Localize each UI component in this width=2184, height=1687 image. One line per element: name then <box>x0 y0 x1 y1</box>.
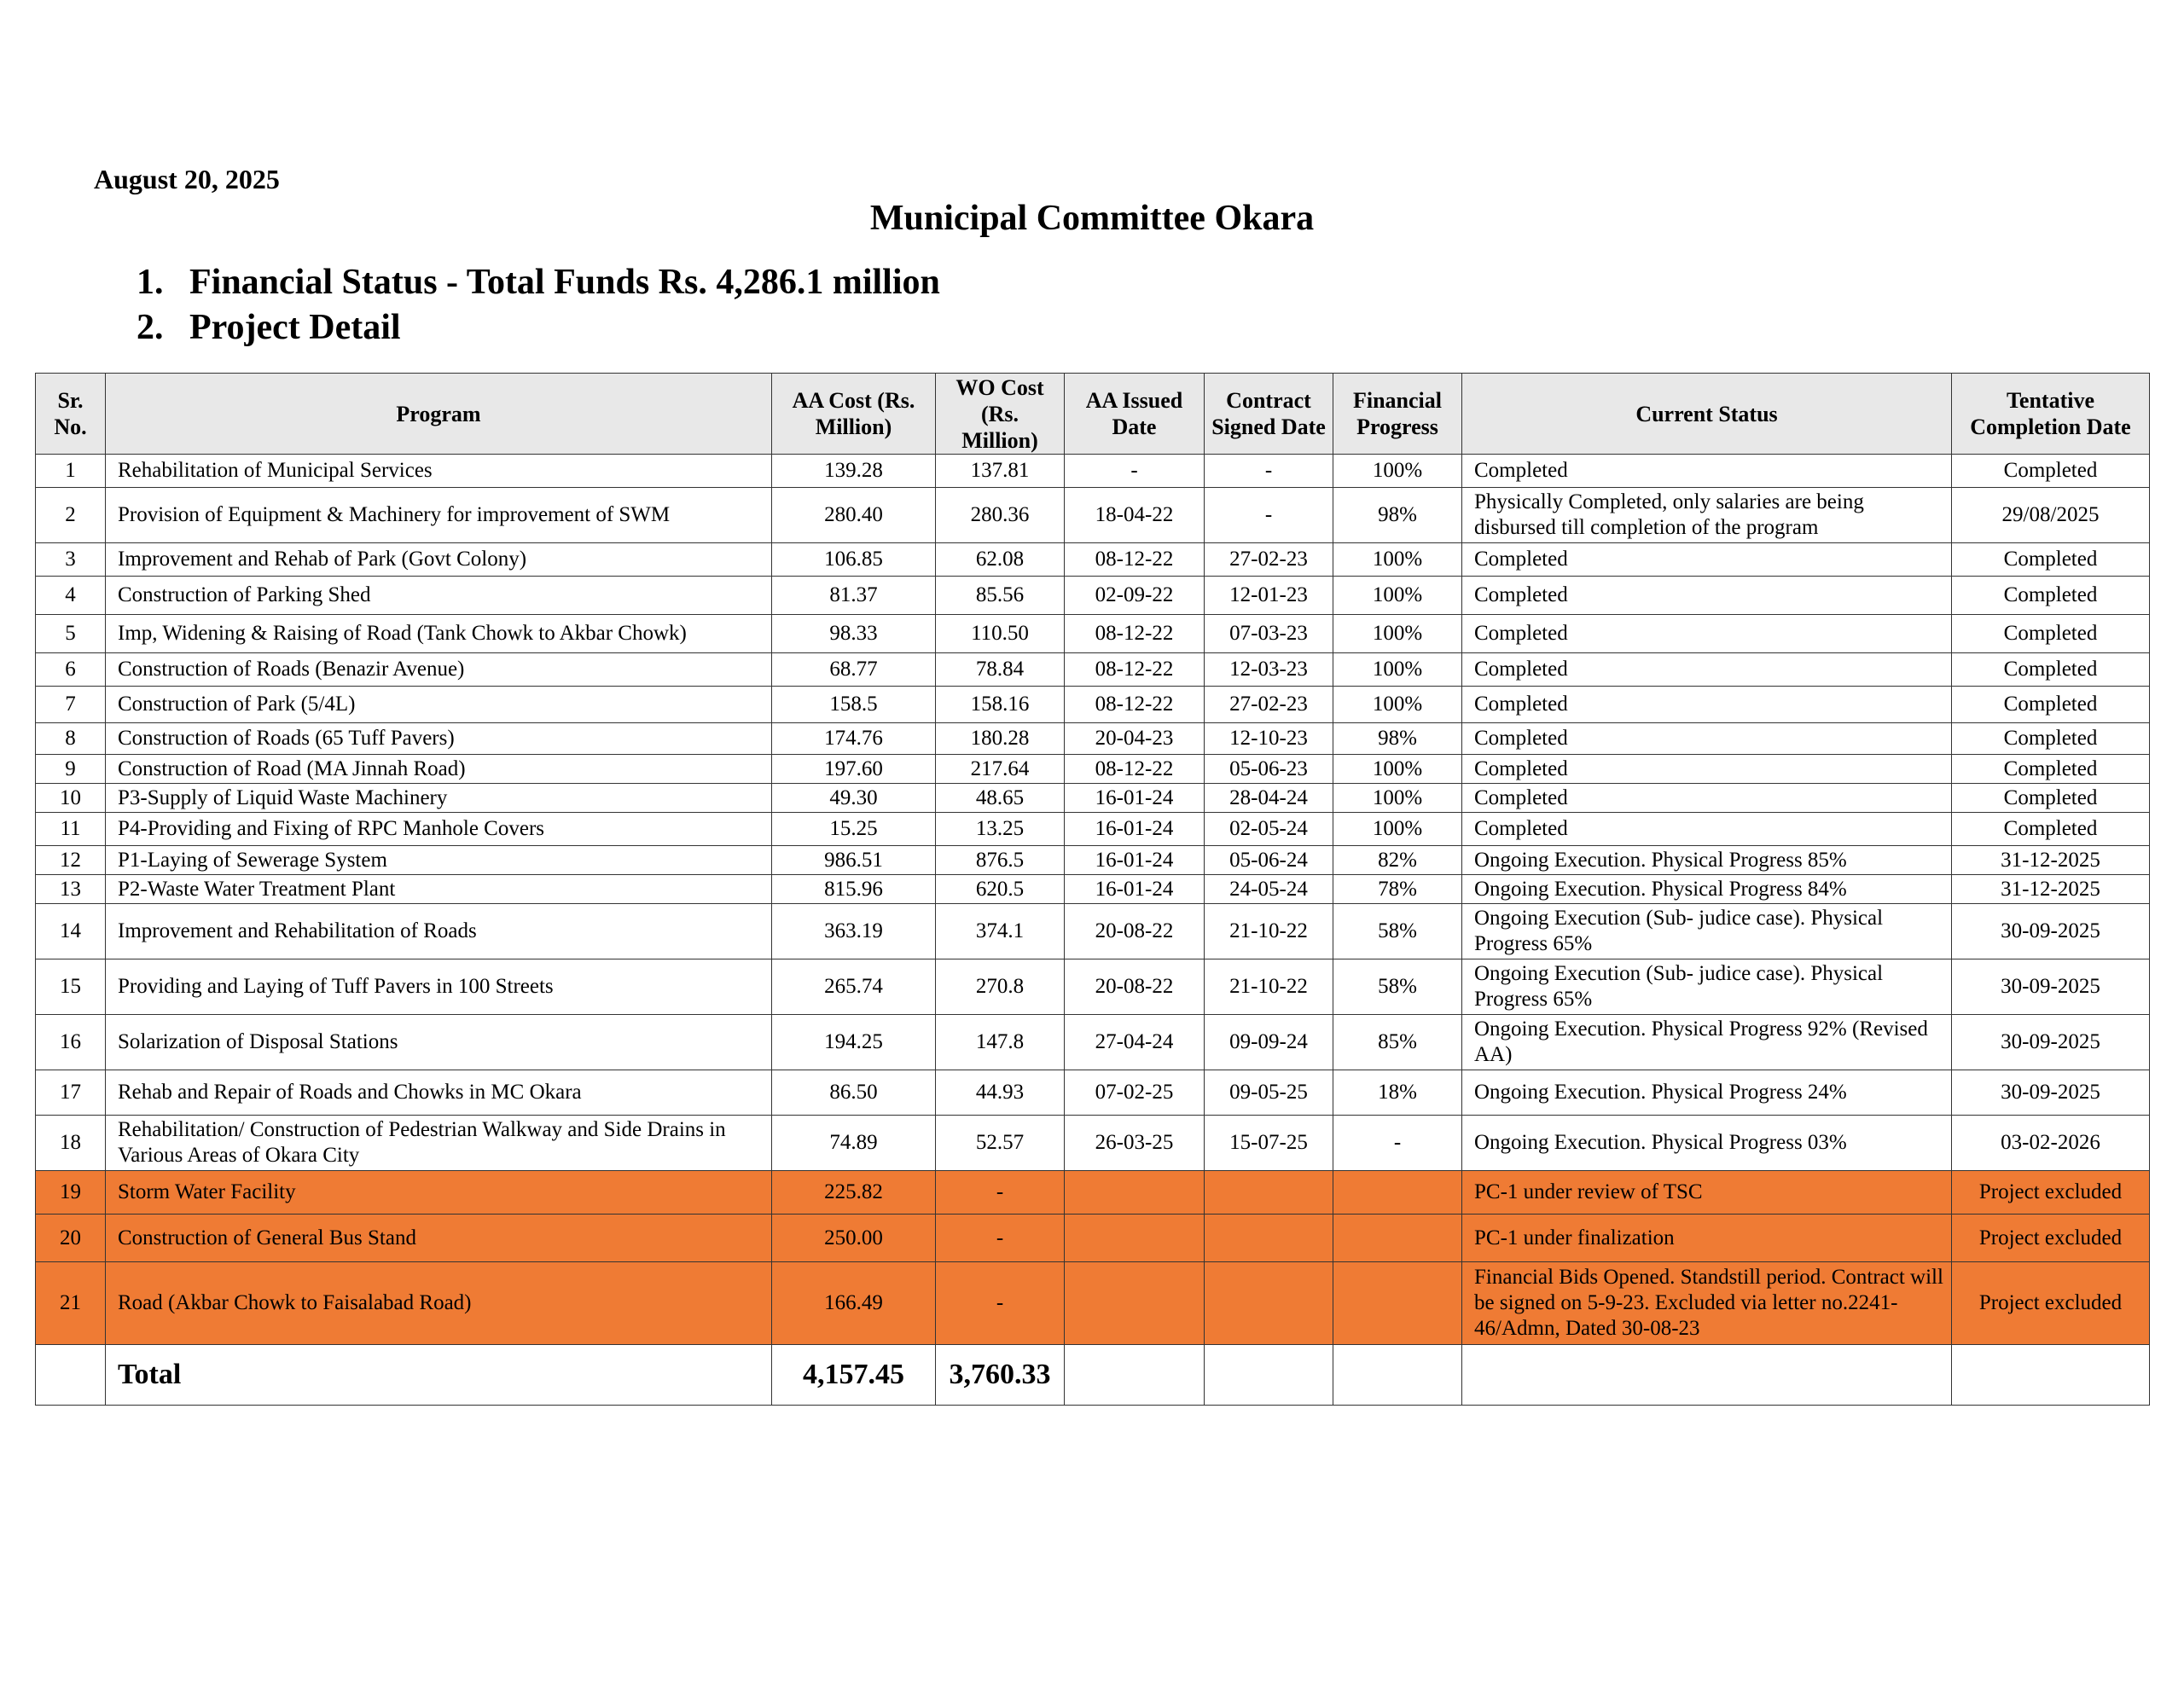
cell-wo-cost: - <box>936 1262 1065 1345</box>
cell-current-status: Completed <box>1462 455 1952 488</box>
cell-sr-no: 2 <box>36 488 106 543</box>
cell-current-status: Ongoing Execution (Sub- judice case). Physical Progress 65% <box>1462 904 1952 959</box>
total-label: Total <box>106 1345 772 1406</box>
cell-contract-signed-date: 24-05-24 <box>1205 875 1333 904</box>
table-row <box>36 653 2150 687</box>
cell-sr-no: 15 <box>36 959 106 1015</box>
header-aa-issued-date: AA Issued Date <box>1065 374 1205 455</box>
cell-wo-cost: 270.8 <box>936 959 1065 1015</box>
table-row <box>36 846 2150 875</box>
cell-program: Construction of Road (MA Jinnah Road) <box>106 755 772 784</box>
total-empty-cell <box>1462 1345 1952 1406</box>
cell-contract-signed-date: 05-06-23 <box>1205 755 1333 784</box>
total-empty-cell <box>36 1345 106 1406</box>
heading-financial-status <box>136 260 940 305</box>
heading-number: 2. <box>136 308 164 347</box>
cell-contract-signed-date: 12-10-23 <box>1205 723 1333 755</box>
cell-sr-no: 7 <box>36 687 106 723</box>
table-row <box>36 723 2150 755</box>
cell-current-status: Completed <box>1462 653 1952 687</box>
cell-contract-signed-date: 02-05-24 <box>1205 813 1333 846</box>
cell-aa-cost: 98.33 <box>772 615 936 653</box>
cell-aa-cost: 280.40 <box>772 488 936 543</box>
cell-aa-issued-date: 20-08-22 <box>1065 959 1205 1015</box>
cell-financial-progress <box>1333 1171 1462 1215</box>
cell-aa-issued-date: - <box>1065 455 1205 488</box>
cell-wo-cost: 78.84 <box>936 653 1065 687</box>
section-headings <box>136 260 940 351</box>
total-empty-cell <box>1205 1345 1333 1406</box>
cell-sr-no: 1 <box>36 455 106 488</box>
cell-wo-cost: 158.16 <box>936 687 1065 723</box>
table-row <box>36 959 2150 1015</box>
cell-contract-signed-date: 21-10-22 <box>1205 904 1333 959</box>
cell-contract-signed-date: - <box>1205 455 1333 488</box>
document-date: August 20, 2025 <box>94 164 280 194</box>
table-row <box>36 904 2150 959</box>
cell-completion-date: Completed <box>1952 615 2150 653</box>
cell-financial-progress <box>1333 1262 1462 1345</box>
cell-aa-cost: 158.5 <box>772 687 936 723</box>
cell-aa-cost: 81.37 <box>772 577 936 615</box>
cell-completion-date: Project excluded <box>1952 1262 2150 1345</box>
cell-sr-no: 12 <box>36 846 106 875</box>
cell-aa-cost: 265.74 <box>772 959 936 1015</box>
cell-contract-signed-date: 12-01-23 <box>1205 577 1333 615</box>
cell-aa-cost: 74.89 <box>772 1116 936 1171</box>
cell-completion-date: 29/08/2025 <box>1952 488 2150 543</box>
total-empty-cell <box>1952 1345 2150 1406</box>
cell-completion-date: 31-12-2025 <box>1952 846 2150 875</box>
cell-financial-progress: 98% <box>1333 488 1462 543</box>
cell-completion-date: 31-12-2025 <box>1952 875 2150 904</box>
cell-aa-issued-date: 16-01-24 <box>1065 846 1205 875</box>
cell-aa-cost: 194.25 <box>772 1015 936 1070</box>
cell-aa-cost: 174.76 <box>772 723 936 755</box>
cell-completion-date: Completed <box>1952 577 2150 615</box>
cell-financial-progress: 100% <box>1333 615 1462 653</box>
cell-aa-issued-date: 16-01-24 <box>1065 784 1205 813</box>
cell-contract-signed-date: 27-02-23 <box>1205 543 1333 577</box>
cell-contract-signed-date: - <box>1205 488 1333 543</box>
cell-aa-issued-date: 08-12-22 <box>1065 615 1205 653</box>
cell-financial-progress: 85% <box>1333 1015 1462 1070</box>
cell-contract-signed-date: 09-05-25 <box>1205 1070 1333 1116</box>
heading-text: Financial Status - Total Funds Rs. 4,286.1 million <box>189 263 940 302</box>
cell-program: Rehabilitation of Municipal Services <box>106 455 772 488</box>
table-row <box>36 1015 2150 1070</box>
header-sr-no: Sr. No. <box>36 374 106 455</box>
total-empty-cell <box>1333 1345 1462 1406</box>
cell-program: Imp, Widening & Raising of Road (Tank Chowk to Akbar Chowk) <box>106 615 772 653</box>
cell-wo-cost: 147.8 <box>936 1015 1065 1070</box>
cell-current-status: Completed <box>1462 577 1952 615</box>
cell-completion-date: Completed <box>1952 653 2150 687</box>
table-row <box>36 1116 2150 1171</box>
cell-wo-cost: 374.1 <box>936 904 1065 959</box>
table-row <box>36 1215 2150 1262</box>
cell-financial-progress: 98% <box>1333 723 1462 755</box>
cell-wo-cost: 44.93 <box>936 1070 1065 1116</box>
table-row <box>36 1262 2150 1345</box>
cell-aa-cost: 15.25 <box>772 813 936 846</box>
cell-aa-issued-date: 20-04-23 <box>1065 723 1205 755</box>
cell-completion-date: 30-09-2025 <box>1952 1015 2150 1070</box>
cell-sr-no: 9 <box>36 755 106 784</box>
cell-program: Construction of Park (5/4L) <box>106 687 772 723</box>
cell-program: Solarization of Disposal Stations <box>106 1015 772 1070</box>
cell-financial-progress: 100% <box>1333 813 1462 846</box>
cell-completion-date: 03-02-2026 <box>1952 1116 2150 1171</box>
cell-current-status: Ongoing Execution. Physical Progress 03% <box>1462 1116 1952 1171</box>
cell-financial-progress: 18% <box>1333 1070 1462 1116</box>
cell-completion-date: 30-09-2025 <box>1952 959 2150 1015</box>
cell-aa-issued-date: 16-01-24 <box>1065 813 1205 846</box>
cell-completion-date: Completed <box>1952 455 2150 488</box>
table-row <box>36 455 2150 488</box>
cell-aa-cost: 225.82 <box>772 1171 936 1215</box>
cell-financial-progress: 100% <box>1333 543 1462 577</box>
table-row <box>36 784 2150 813</box>
cell-contract-signed-date: 27-02-23 <box>1205 687 1333 723</box>
header-aa-cost: AA Cost (Rs. Million) <box>772 374 936 455</box>
header-wo-cost: WO Cost (Rs. Million) <box>936 374 1065 455</box>
cell-program: Road (Akbar Chowk to Faisalabad Road) <box>106 1262 772 1345</box>
cell-aa-cost: 86.50 <box>772 1070 936 1116</box>
table-row <box>36 687 2150 723</box>
cell-aa-issued-date: 08-12-22 <box>1065 755 1205 784</box>
cell-current-status: Completed <box>1462 784 1952 813</box>
cell-program: Rehabilitation/ Construction of Pedestrian Walkway and Side Drains in Various Areas of Okara City <box>106 1116 772 1171</box>
cell-sr-no: 8 <box>36 723 106 755</box>
cell-program: P3-Supply of Liquid Waste Machinery <box>106 784 772 813</box>
cell-program: Construction of Roads (65 Tuff Pavers) <box>106 723 772 755</box>
cell-current-status: Ongoing Execution. Physical Progress 24% <box>1462 1070 1952 1116</box>
cell-contract-signed-date <box>1205 1171 1333 1215</box>
cell-sr-no: 18 <box>36 1116 106 1171</box>
total-empty-cell <box>1065 1345 1205 1406</box>
cell-financial-progress: 58% <box>1333 904 1462 959</box>
cell-completion-date: 30-09-2025 <box>1952 1070 2150 1116</box>
cell-aa-cost: 986.51 <box>772 846 936 875</box>
organization-title: Municipal Committee Okara <box>869 199 1315 238</box>
cell-current-status: Completed <box>1462 687 1952 723</box>
table-row <box>36 543 2150 577</box>
cell-contract-signed-date <box>1205 1215 1333 1262</box>
cell-aa-cost: 68.77 <box>772 653 936 687</box>
cell-aa-cost: 49.30 <box>772 784 936 813</box>
cell-aa-cost: 250.00 <box>772 1215 936 1262</box>
cell-aa-issued-date: 27-04-24 <box>1065 1015 1205 1070</box>
cell-current-status: Physically Completed, only salaries are being disbursed till completion of the program <box>1462 488 1952 543</box>
cell-current-status: Completed <box>1462 615 1952 653</box>
table-row <box>36 577 2150 615</box>
cell-sr-no: 10 <box>36 784 106 813</box>
cell-current-status: Completed <box>1462 813 1952 846</box>
header-financial-progress: Financial Progress <box>1333 374 1462 455</box>
cell-current-status: Ongoing Execution. Physical Progress 92% (Revised AA) <box>1462 1015 1952 1070</box>
cell-completion-date: Completed <box>1952 687 2150 723</box>
cell-wo-cost: 180.28 <box>936 723 1065 755</box>
cell-sr-no: 4 <box>36 577 106 615</box>
cell-aa-issued-date: 16-01-24 <box>1065 875 1205 904</box>
cell-current-status: Completed <box>1462 543 1952 577</box>
table-row <box>36 1070 2150 1116</box>
cell-sr-no: 19 <box>36 1171 106 1215</box>
cell-financial-progress: 78% <box>1333 875 1462 904</box>
cell-aa-cost: 106.85 <box>772 543 936 577</box>
table-row <box>36 615 2150 653</box>
heading-project-detail <box>136 305 940 351</box>
cell-sr-no: 13 <box>36 875 106 904</box>
cell-wo-cost: 620.5 <box>936 875 1065 904</box>
cell-wo-cost: 62.08 <box>936 543 1065 577</box>
cell-aa-issued-date: 08-12-22 <box>1065 687 1205 723</box>
header-contract-signed-date: Contract Signed Date <box>1205 374 1333 455</box>
cell-sr-no: 5 <box>36 615 106 653</box>
cell-aa-cost: 197.60 <box>772 755 936 784</box>
cell-aa-cost: 363.19 <box>772 904 936 959</box>
cell-financial-progress: - <box>1333 1116 1462 1171</box>
cell-program: P1-Laying of Sewerage System <box>106 846 772 875</box>
cell-aa-issued-date: 08-12-22 <box>1065 653 1205 687</box>
cell-contract-signed-date: 12-03-23 <box>1205 653 1333 687</box>
cell-financial-progress: 100% <box>1333 687 1462 723</box>
heading-number: 1. <box>136 263 164 302</box>
cell-wo-cost: 13.25 <box>936 813 1065 846</box>
cell-completion-date: Completed <box>1952 543 2150 577</box>
cell-contract-signed-date: 05-06-24 <box>1205 846 1333 875</box>
cell-current-status: Ongoing Execution (Sub- judice case). Physical Progress 65% <box>1462 959 1952 1015</box>
cell-program: Construction of Parking Shed <box>106 577 772 615</box>
total-row <box>36 1345 2150 1406</box>
cell-program: P4-Providing and Fixing of RPC Manhole Covers <box>106 813 772 846</box>
cell-sr-no: 17 <box>36 1070 106 1116</box>
cell-program: Storm Water Facility <box>106 1171 772 1215</box>
cell-program: Construction of General Bus Stand <box>106 1215 772 1262</box>
cell-wo-cost: - <box>936 1171 1065 1215</box>
cell-completion-date: Completed <box>1952 813 2150 846</box>
cell-contract-signed-date: 15-07-25 <box>1205 1116 1333 1171</box>
cell-financial-progress: 82% <box>1333 846 1462 875</box>
cell-completion-date: Completed <box>1952 755 2150 784</box>
cell-aa-issued-date: 07-02-25 <box>1065 1070 1205 1116</box>
cell-contract-signed-date: 28-04-24 <box>1205 784 1333 813</box>
cell-aa-cost: 815.96 <box>772 875 936 904</box>
cell-wo-cost: 280.36 <box>936 488 1065 543</box>
cell-current-status: Financial Bids Opened. Standstill period. Contract will be signed on 5-9-23. Excluded via letter no.2241-46/Admn, Dated 30-08-23 <box>1462 1262 1952 1345</box>
cell-sr-no: 16 <box>36 1015 106 1070</box>
cell-program: Provision of Equipment & Machinery for improvement of SWM <box>106 488 772 543</box>
cell-sr-no: 6 <box>36 653 106 687</box>
cell-aa-issued-date: 26-03-25 <box>1065 1116 1205 1171</box>
cell-current-status: Completed <box>1462 755 1952 784</box>
cell-program: Providing and Laying of Tuff Pavers in 100 Streets <box>106 959 772 1015</box>
cell-financial-progress: 100% <box>1333 653 1462 687</box>
cell-wo-cost: 85.56 <box>936 577 1065 615</box>
cell-aa-issued-date <box>1065 1215 1205 1262</box>
table-row <box>36 1171 2150 1215</box>
cell-contract-signed-date: 21-10-22 <box>1205 959 1333 1015</box>
cell-financial-progress <box>1333 1215 1462 1262</box>
cell-wo-cost: 137.81 <box>936 455 1065 488</box>
header-program: Program <box>106 374 772 455</box>
cell-sr-no: 14 <box>36 904 106 959</box>
table-row <box>36 488 2150 543</box>
table-row <box>36 755 2150 784</box>
cell-aa-cost: 139.28 <box>772 455 936 488</box>
cell-current-status: Ongoing Execution. Physical Progress 84% <box>1462 875 1952 904</box>
header-completion-date: Tentative Completion Date <box>1952 374 2150 455</box>
cell-wo-cost: - <box>936 1215 1065 1262</box>
cell-completion-date: 30-09-2025 <box>1952 904 2150 959</box>
cell-program: Rehab and Repair of Roads and Chowks in MC Okara <box>106 1070 772 1116</box>
heading-text: Project Detail <box>189 308 401 347</box>
cell-aa-cost: 166.49 <box>772 1262 936 1345</box>
cell-financial-progress: 100% <box>1333 455 1462 488</box>
cell-wo-cost: 217.64 <box>936 755 1065 784</box>
table-header-row <box>36 374 2150 455</box>
cell-current-status: PC-1 under review of TSC <box>1462 1171 1952 1215</box>
cell-sr-no: 21 <box>36 1262 106 1345</box>
cell-current-status: Completed <box>1462 723 1952 755</box>
cell-sr-no: 20 <box>36 1215 106 1262</box>
table-row <box>36 813 2150 846</box>
cell-completion-date: Project excluded <box>1952 1171 2150 1215</box>
cell-financial-progress: 58% <box>1333 959 1462 1015</box>
cell-sr-no: 11 <box>36 813 106 846</box>
cell-sr-no: 3 <box>36 543 106 577</box>
cell-program: Improvement and Rehab of Park (Govt Colony) <box>106 543 772 577</box>
header-current-status: Current Status <box>1462 374 1952 455</box>
cell-aa-issued-date: 08-12-22 <box>1065 543 1205 577</box>
cell-financial-progress: 100% <box>1333 784 1462 813</box>
cell-current-status: Ongoing Execution. Physical Progress 85% <box>1462 846 1952 875</box>
total-wo-cost: 3,760.33 <box>936 1345 1065 1406</box>
cell-contract-signed-date: 07-03-23 <box>1205 615 1333 653</box>
cell-wo-cost: 110.50 <box>936 615 1065 653</box>
total-aa-cost: 4,157.45 <box>772 1345 936 1406</box>
cell-program: Improvement and Rehabilitation of Roads <box>106 904 772 959</box>
cell-current-status: PC-1 under finalization <box>1462 1215 1952 1262</box>
cell-completion-date: Project excluded <box>1952 1215 2150 1262</box>
cell-program: P2-Waste Water Treatment Plant <box>106 875 772 904</box>
cell-financial-progress: 100% <box>1333 755 1462 784</box>
cell-aa-issued-date: 20-08-22 <box>1065 904 1205 959</box>
cell-contract-signed-date <box>1205 1262 1333 1345</box>
cell-financial-progress: 100% <box>1333 577 1462 615</box>
cell-wo-cost: 52.57 <box>936 1116 1065 1171</box>
cell-completion-date: Completed <box>1952 723 2150 755</box>
cell-program: Construction of Roads (Benazir Avenue) <box>106 653 772 687</box>
project-detail-table <box>35 373 2150 1406</box>
cell-aa-issued-date <box>1065 1262 1205 1345</box>
cell-completion-date: Completed <box>1952 784 2150 813</box>
cell-aa-issued-date <box>1065 1171 1205 1215</box>
cell-aa-issued-date: 02-09-22 <box>1065 577 1205 615</box>
cell-wo-cost: 48.65 <box>936 784 1065 813</box>
cell-wo-cost: 876.5 <box>936 846 1065 875</box>
table-row <box>36 875 2150 904</box>
table-body <box>36 455 2150 1345</box>
cell-aa-issued-date: 18-04-22 <box>1065 488 1205 543</box>
cell-contract-signed-date: 09-09-24 <box>1205 1015 1333 1070</box>
